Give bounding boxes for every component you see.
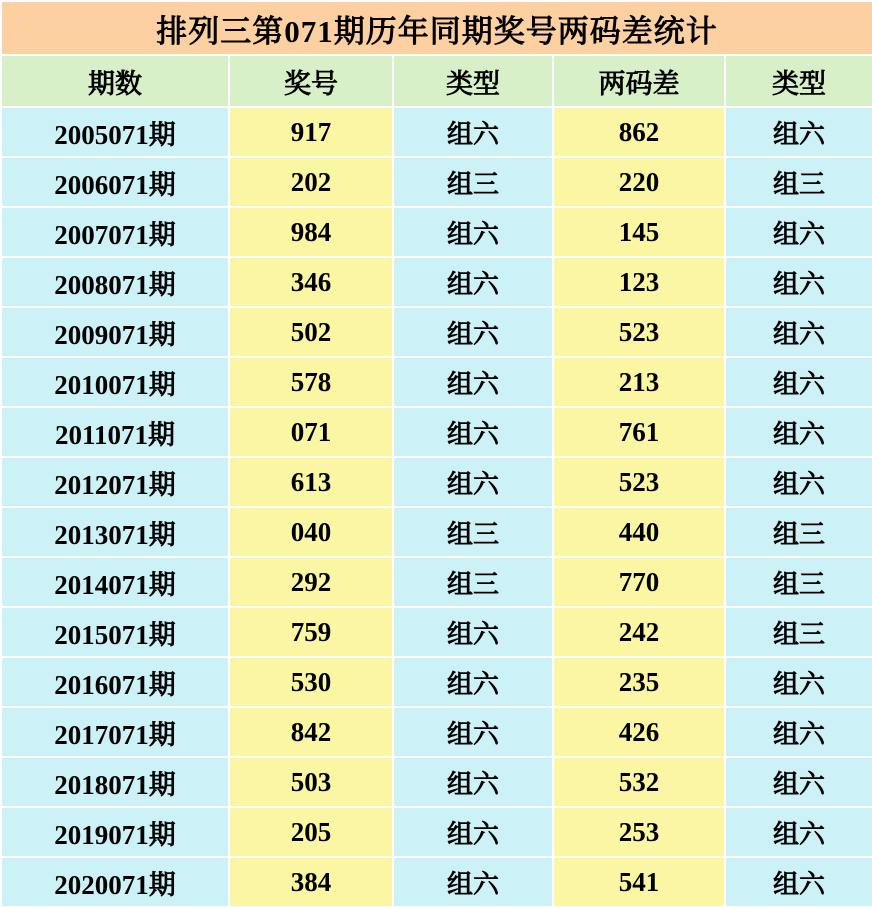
cell-period: 2016071期: [1, 657, 229, 707]
cell-period: 2017071期: [1, 707, 229, 757]
table-row: [1, 757, 872, 807]
cell-period: 2018071期: [1, 757, 229, 807]
cell-type-right: 组六: [725, 307, 872, 357]
cell-type-left: 组六: [393, 807, 553, 857]
cell-type-left: 组六: [393, 207, 553, 257]
cell-period: 2011071期: [1, 407, 229, 457]
table-row: [1, 257, 872, 307]
cell-type-right: 组六: [725, 657, 872, 707]
table-row: [1, 807, 872, 857]
cell-type-left: 组六: [393, 457, 553, 507]
column-header-type2: 类型: [725, 55, 872, 107]
cell-type-right: 组六: [725, 207, 872, 257]
cell-number: 384: [229, 857, 393, 907]
cell-type-left: 组六: [393, 657, 553, 707]
cell-number: 292: [229, 557, 393, 607]
table-head: [1, 1, 872, 107]
cell-period: 2007071期: [1, 207, 229, 257]
cell-number: 842: [229, 707, 393, 757]
cell-two-code-diff: 440: [553, 507, 725, 557]
cell-period: 2019071期: [1, 807, 229, 857]
cell-two-code-diff: 242: [553, 607, 725, 657]
cell-type-right: 组三: [725, 607, 872, 657]
cell-two-code-diff: 253: [553, 807, 725, 857]
cell-period: 2012071期: [1, 457, 229, 507]
table-row: [1, 857, 872, 907]
cell-period: 2014071期: [1, 557, 229, 607]
column-header-number: 奖号: [229, 55, 393, 107]
cell-number: 984: [229, 207, 393, 257]
cell-period: 2013071期: [1, 507, 229, 557]
cell-number: 202: [229, 157, 393, 207]
column-header-diff: 两码差: [553, 55, 725, 107]
table-row: [1, 407, 872, 457]
cell-number: 917: [229, 107, 393, 157]
cell-period: 2020071期: [1, 857, 229, 907]
cell-type-right: 组六: [725, 407, 872, 457]
cell-type-right: 组六: [725, 457, 872, 507]
cell-number: 613: [229, 457, 393, 507]
cell-number: 759: [229, 607, 393, 657]
cell-type-left: 组六: [393, 407, 553, 457]
cell-two-code-diff: 123: [553, 257, 725, 307]
cell-type-right: 组三: [725, 557, 872, 607]
page-title: 排列三第071期历年同期奖号两码差统计: [1, 1, 872, 55]
cell-type-right: 组六: [725, 257, 872, 307]
table-row: [1, 557, 872, 607]
cell-type-right: 组六: [725, 857, 872, 907]
table-row: [1, 607, 872, 657]
cell-number: 530: [229, 657, 393, 707]
cell-type-left: 组六: [393, 857, 553, 907]
cell-period: 2015071期: [1, 607, 229, 657]
header-row: [1, 55, 872, 107]
cell-type-right: 组六: [725, 757, 872, 807]
cell-two-code-diff: 426: [553, 707, 725, 757]
cell-number: 040: [229, 507, 393, 557]
table-row: [1, 107, 872, 157]
cell-period: 2009071期: [1, 307, 229, 357]
table-row: [1, 307, 872, 357]
table-row: [1, 357, 872, 407]
column-header-type1: 类型: [393, 55, 553, 107]
table-body: [1, 107, 872, 907]
cell-number: 346: [229, 257, 393, 307]
cell-type-right: 组三: [725, 507, 872, 557]
cell-two-code-diff: 862: [553, 107, 725, 157]
cell-number: 502: [229, 307, 393, 357]
cell-type-left: 组三: [393, 157, 553, 207]
cell-two-code-diff: 523: [553, 307, 725, 357]
cell-period: 2005071期: [1, 107, 229, 157]
cell-period: 2010071期: [1, 357, 229, 407]
cell-two-code-diff: 541: [553, 857, 725, 907]
cell-type-left: 组六: [393, 757, 553, 807]
cell-two-code-diff: 145: [553, 207, 725, 257]
cell-type-left: 组三: [393, 557, 553, 607]
cell-number: 578: [229, 357, 393, 407]
table-row: [1, 207, 872, 257]
cell-type-right: 组六: [725, 707, 872, 757]
cell-type-right: 组六: [725, 807, 872, 857]
cell-number: 503: [229, 757, 393, 807]
cell-type-right: 组三: [725, 157, 872, 207]
cell-two-code-diff: 523: [553, 457, 725, 507]
title-row: [1, 1, 872, 55]
cell-type-left: 组六: [393, 107, 553, 157]
cell-type-left: 组六: [393, 307, 553, 357]
cell-two-code-diff: 532: [553, 757, 725, 807]
cell-type-right: 组六: [725, 357, 872, 407]
cell-number: 205: [229, 807, 393, 857]
cell-type-left: 组六: [393, 357, 553, 407]
table-row: [1, 707, 872, 757]
cell-type-left: 组三: [393, 507, 553, 557]
cell-two-code-diff: 761: [553, 407, 725, 457]
table-row: [1, 507, 872, 557]
table-row: [1, 457, 872, 507]
cell-type-left: 组六: [393, 607, 553, 657]
table-row: [1, 657, 872, 707]
cell-number: 071: [229, 407, 393, 457]
cell-type-right: 组六: [725, 107, 872, 157]
cell-type-left: 组六: [393, 707, 553, 757]
cell-period: 2006071期: [1, 157, 229, 207]
cell-period: 2008071期: [1, 257, 229, 307]
cell-two-code-diff: 770: [553, 557, 725, 607]
cell-type-left: 组六: [393, 257, 553, 307]
column-header-period: 期数: [1, 55, 229, 107]
cell-two-code-diff: 213: [553, 357, 725, 407]
cell-two-code-diff: 220: [553, 157, 725, 207]
table-row: [1, 157, 872, 207]
cell-two-code-diff: 235: [553, 657, 725, 707]
